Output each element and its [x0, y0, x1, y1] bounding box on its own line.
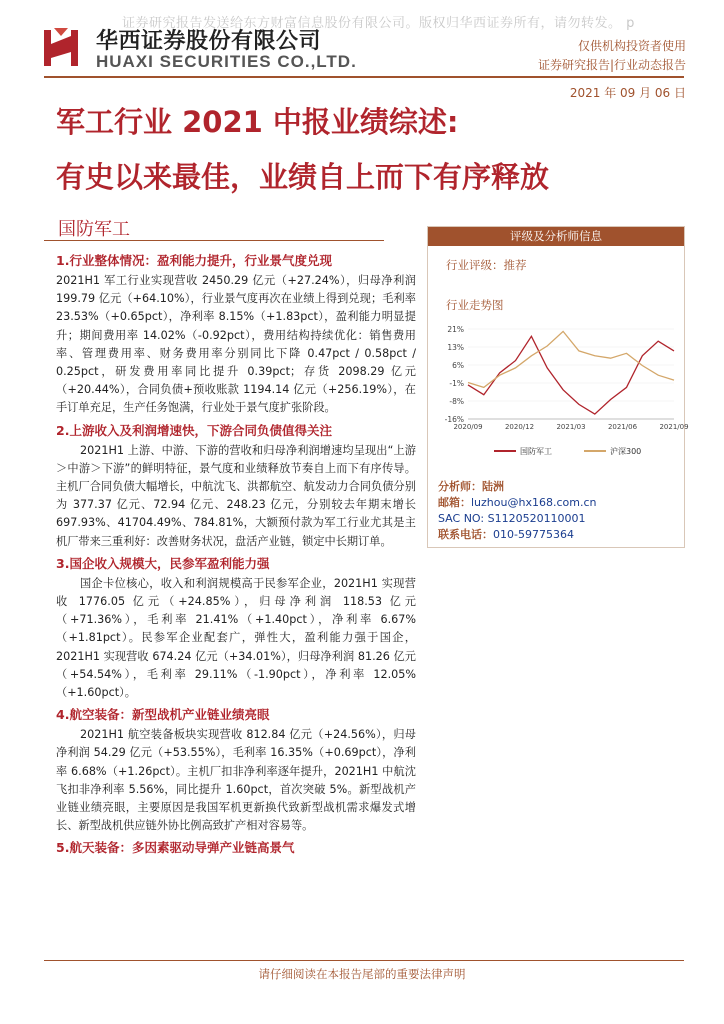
- report-title-line1: 军工行业 2021 中报业绩综述:: [56, 105, 459, 139]
- section-text-3: 国企卡位核心，收入和利润规模高于民参军企业，2021H1 实现营收 1776.05 亿元（+24.85%），归母净利润 118.53 亿元（+71.36%），毛利率 21.41%（+1.40pct），净利率 6.67%（+1.81pct）。民参军企业配套广，弹性大，盈利能力强于国企，2021H1 实现营收 674.24 亿元（+34.01%），归母净利润 81.26 亿元（+54.54%），毛利率 29.11%（-1.90pct），净利率 12.05%（+1.60pct）。: [56, 576, 416, 700]
- report-title-line2: 有史以来最佳，业绩自上而下有序释放: [56, 160, 550, 194]
- footer-divider: [44, 960, 684, 961]
- watermark-text: 证券研究报告发送给东方财富信息股份有限公司。版权归华西证券所有，请勿转发。 p: [122, 16, 635, 31]
- x-tick-label: 2020/09: [453, 423, 483, 431]
- trend-chart-title: 行业走势图: [446, 298, 504, 312]
- y-tick-label: 6%: [452, 361, 464, 370]
- report-type: 证券研究报告|行业动态报告: [537, 58, 686, 72]
- section-text-4: 2021H1 航空装备板块实现营收 812.84 亿元（+24.56%），归母净利润 54.29 亿元（+53.55%），毛利率 16.35%（+0.69pct），净利率 6.68%（+1.26pct）。主机厂扣非净利率逐年提升，2021H1 中航沈飞扣非净利率 5.56%，同比提升 1.60pct，首次突破 5%。新型战机产业链业绩亮眼，主要原因是我国军机更新换代致新型战机需求爆发式增长、新型战机供应链外协比例高致扩产相对容易等。: [56, 728, 416, 833]
- y-tick-label: -8%: [449, 397, 464, 406]
- x-tick-label: 2020/12: [504, 423, 535, 431]
- header-divider: [44, 76, 684, 78]
- analyst-email-link[interactable]: luzhou@hx168.com.cn: [471, 496, 597, 509]
- section-heading-4: 4.航空装备：新型战机产业链业绩亮眼: [56, 707, 270, 723]
- analyst-sac-number: SAC NO: S1120520110001: [438, 512, 586, 525]
- analyst-info: [438, 479, 596, 543]
- section-text-1: 2021H1 军工行业实现营收 2450.29 亿元（+27.24%），归母净利润 199.79 亿元（+64.10%），行业景气度再次在业绩上得到兑现；毛利率 23.53%（+0.65pct），净利率 8.15%（+1.83pct），盈利能力明显提升；期间费用率 14.02%（-0.92pct），费用结构持续优化：销售费用率、管理费用率、财务费用率分别同比下降 0.47pct / 0.58pct / 0.25pct，研发费用率同比提升 0.39pct；存货 2098.29 亿元（+20.44%），合同负债+预收账款 1194.14 亿元（+256.19%），在手订单充足，生产任务饱满，行业处于景气度扩张阶段。: [56, 274, 416, 415]
- company-name-en: HUAXI SECURITIES CO.,LTD.: [96, 52, 357, 71]
- section-heading-5: 5.航天装备：多因素驱动导弹产业链高景气: [56, 840, 295, 856]
- legend-label-1: 沪深300: [610, 447, 642, 456]
- industry-rating: 行业评级：推荐: [446, 258, 527, 272]
- legend-label-0: 国防军工: [520, 447, 552, 456]
- email-label: 邮箱：: [438, 496, 471, 509]
- industry-label: 国防军工: [58, 219, 130, 240]
- rating-analyst-panel: [427, 226, 689, 548]
- section-heading-2: 2.上游收入及利润增速快，下游合同负债值得关注: [56, 422, 332, 438]
- audience-note: 仅供机构投资者使用: [577, 39, 686, 53]
- panel-header: 评级及分析师信息: [428, 227, 684, 246]
- y-tick-label: 21%: [447, 325, 464, 334]
- y-tick-label: -16%: [444, 415, 464, 424]
- x-tick-label: 2021/03: [556, 423, 586, 431]
- legal-notice: 请仔细阅读在本报告尾部的重要法律声明: [258, 967, 466, 981]
- section-heading-1: 1.行业整体情况：盈利能力提升，行业景气度兑现: [56, 253, 332, 268]
- analyst-name: 分析师：陆洲: [438, 480, 504, 493]
- section-text-2: 2021H1 上游、中游、下游的营收和归母净利润增速均呈现出“上游＞中游＞下游”的鲜明特征，景气度和业绩释放节奏自上而下有序传导。主机厂合同负债大幅增长，中航沈飞、洪都航空、航发动力合同负债分别为 377.37 亿元、72.94 亿元、248.23 亿元，分别较去年期末增长 697.93%、41704.49%、784.81%，大额预付款为军工行业尤其是主机厂带来三重利好：改善财务状况，盘活产业链，锁定中长期订单。: [56, 443, 416, 548]
- industry-divider: [44, 240, 384, 241]
- y-tick-label: -1%: [449, 379, 464, 388]
- phone-label: 联系电话：: [438, 528, 493, 541]
- section-heading-3: 3.国企收入规模大，民参军盈利能力强: [56, 555, 270, 571]
- report-date: 2021 年 09 月 06 日: [569, 86, 686, 100]
- company-name-cn: 华西证券股份有限公司: [96, 29, 322, 54]
- analyst-phone: 010-59775364: [493, 528, 574, 541]
- series-line-1: [468, 331, 674, 387]
- y-tick-label: 13%: [447, 343, 464, 352]
- x-tick-label: 2021/06: [607, 423, 638, 431]
- trend-chart: [434, 323, 689, 473]
- x-tick-label: 2021/09: [659, 423, 689, 431]
- report-body: [56, 250, 416, 859]
- company-logo-icon: [44, 28, 78, 66]
